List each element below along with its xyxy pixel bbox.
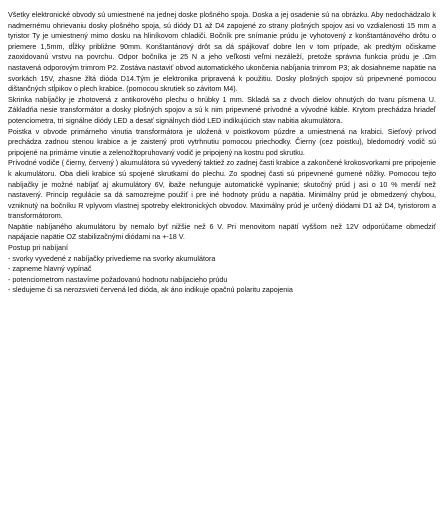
section-title-charging-procedure: Postup pri nabíjaní: [8, 243, 68, 253]
list-item: - zapneme hlavný vypínač: [8, 264, 92, 274]
document-body: [8, 10, 436, 296]
list-item: - sledujeme či sa nerozsvieti červená led dióda, ak áno indikuje opačnú polaritu zapojenia: [8, 285, 293, 295]
paragraph-leads: Prívodné vodiče ( čierny, červený ) akumulátora sú vyvedený taktiež zo zadnej časti krabice a zakončené krokosvorkami pre pripojenie k akumulátoru. Oba dieli krabice sú spojené skrutkami do plechu. Zo spodnej časti sú pripevnené gumené nôžky. Pomocou tejto nabíjačky je možné nabíjať aj akumulátory 6V, ibaže nefunguje automatické vypínanie; skutočný prúd j asi o 10 % menší než nastavený. Princíp regulácie sa dá samozrejme použiť i pre iné hodnoty prúdu a napätia. Minimálny prúd je obmedzený chybou, vzniknutý na bočníku R vplyvom vlastnej spotreby elektronických obvodov. Maximálny prúd je určený diódami D1 až D4, tyristorom a transformátorom.: [8, 158, 436, 221]
list-item: - svorky vyvedené z nabíjačky privedieme na svorky akumulátora: [8, 253, 216, 263]
paragraph-electronics: Všetky elektronické obvody sú umiestnené na jednej doske plošného spoja. Doska a jej osadenie sú na obrázku. Aby nedochádzalo k nadmernému ohrievaniu dosky plošného spoja, sú diódy D1 až D4 zapojené zo strany plošných spojov asi vo vzdialenosti 15 mm a tyristor Ty je umiestnený mimo dosku na hliníkovom chladiči. Bočník pre snímanie prúdu je vyhotovený z konštantánového drôtu o priemere 1,5mm, dĺžky približne 90mm. Konštantánový drôt sa dá spájkovať dobre len v tom prípade, ak predtým očiskame zaoxidovanú vrstvu na povrchu. Odpor bočníka je 25 N a jeho veľkosti veľmi nezáleží, pretože správna funkcia prúdu je .Ωm nastavená odporovým trimrom P2. Zostáva nastaviť obvod automatického ukončenia nabíjania trimrom P3; ak dosiahneme napätie na svorkách 15V, zhasne žltá dióda D14.Tým je elektronika pripravená k použitiu. Dosky plošných spojov sú pripevnené pomocou dištančných stĺpikov o plech krabice. (pomocou skrutiek so závitom M4).: [8, 10, 436, 94]
paragraph-voltage: Napätie nabíjaného akumulátoru by nemalo byť nižšie než 6 V. Pri menovitom napätí vyššom než 12V odporúčame obmedziť napájacie napätie OZ stabilizačnými diódami na +-18 V.: [8, 221, 436, 242]
list-item: - potenciometrom nastavíme požadovanú hodnotu nabíjacieho prúdu: [8, 274, 228, 284]
paragraph-fuse: Poistka v obvode primárneho vinutia transformátora je uložená v poistkovom púzdre a umiestnená na krabici. Sieťový prívod prechádza zadnou stenou krabice a je zaistený proti vytrhnutiu pomocou priechodky. Čierny (cez poistku), bledomodrý vodič sú pripojené na primárne vinutie a zelenožltopruhovaný vodič je pripojený na kostru pod skrutku.: [8, 126, 436, 157]
paragraph-enclosure: Skrinka nabíjačky je zhotovená z antikorového plechu o hrúbky 1 mm. Skladá sa z dvoch dielov ohnutých do tvaru písmena U. Základňa nesie transformátor a dosky plošných spojov a sú k nim pripevnené prívodné a vývodné káble. Krytom prechádza hriadeľ potenciometra, tri signálne diódy LED a desať signálnych diód LED indikujúcich stav nabitia akumulátora.: [8, 94, 436, 125]
charging-steps-list: [8, 254, 436, 296]
